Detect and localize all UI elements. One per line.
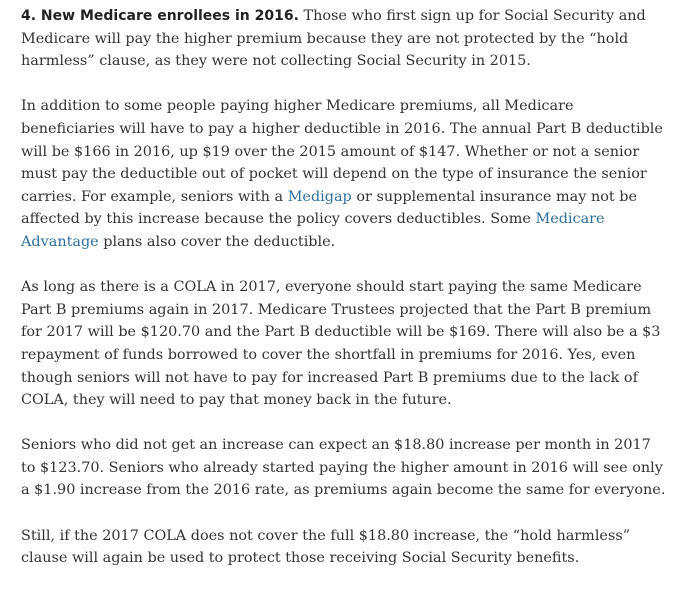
paragraph-increase <box>21 434 669 502</box>
article-body <box>21 5 669 592</box>
paragraph-deductible <box>21 95 669 253</box>
paragraph-text: Those who first sign up for Social Security and Medicare will pay the higher premium because they are not protected by the “hold harmless” clause, as they were not collecting Social Security in 2015. <box>21 8 646 70</box>
paragraph-text: Seniors who did not get an increase can expect an $18.80 increase per month in 2017 to $123.70. Seniors who already started paying the higher amount in 2016 will see only a $1.90 increase from the 2016 rate, as premiums again become the same for everyone. <box>21 437 666 499</box>
paragraph-lead-heading: 4. New Medicare enrollees in 2016. <box>21 8 299 24</box>
paragraph-cola-2017 <box>21 276 669 412</box>
paragraph-text: or supplemental insurance may not be affected by this increase because the policy covers deductibles. Some <box>21 188 637 228</box>
medicare-advantage-link[interactable]: Medicare Advantage <box>21 211 605 250</box>
paragraph-new-enrollees <box>21 5 669 73</box>
paragraph-text: Still, if the 2017 COLA does not cover the full $18.80 increase, the “hold harmless” clause will again be used to protect those receiving Social Security benefits. <box>21 527 631 567</box>
medigap-link[interactable]: Medigap <box>287 188 352 205</box>
paragraph-text: In addition to some people paying higher Medicare premiums, all Medicare beneficiaries will have to pay a higher deductible in 2016. The annual Part B deductible will be $166 in 2016, up $19 over the 2015 amount of $147. Whether or not a senior must pay the deductible out of pocket will depend on the type of insurance the senior carries. For example, seniors with a <box>21 98 663 205</box>
paragraph-text: As long as there is a COLA in 2017, everyone should start paying the same Medicare Part B premiums again in 2017. Medicare Trustees projected that the Part B premium for 2017 will be $120.70 and the Part B deductible will be $169. There will also be a $3 repayment of funds borrowed to cover the shortfall in premiums for 2016. Yes, even though seniors will not have to pay for increased Part B premiums due to the lack of COLA, they will need to pay that money back in the future. <box>21 279 661 409</box>
paragraph-hold-harmless <box>21 525 669 570</box>
paragraph-text: plans also cover the deductible. <box>98 233 336 250</box>
